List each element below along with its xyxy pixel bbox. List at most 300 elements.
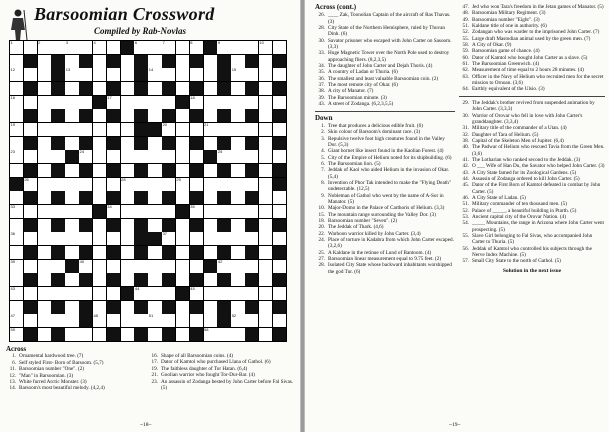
grid-cell[interactable] [148,68,161,81]
grid-cell[interactable] [65,301,78,314]
grid-cell[interactable] [107,68,120,81]
grid-cell[interactable] [162,260,175,273]
grid-cell[interactable] [38,137,51,150]
grid-cell[interactable] [65,232,78,245]
grid-cell[interactable] [176,55,189,68]
grid-cell[interactable] [65,191,78,204]
grid-cell[interactable] [148,246,161,259]
grid-cell[interactable] [231,301,244,314]
grid-cell[interactable] [231,68,244,81]
grid-cell[interactable] [65,109,78,122]
grid-cell[interactable] [204,314,217,327]
grid-cell[interactable] [121,96,134,109]
grid-cell[interactable] [204,82,217,95]
grid-cell[interactable] [65,137,78,150]
grid-cell[interactable] [176,68,189,81]
grid-cell[interactable] [204,328,217,341]
grid-cell[interactable] [24,260,37,273]
grid-cell[interactable] [79,205,92,218]
grid-cell[interactable] [231,205,244,218]
grid-cell[interactable] [231,150,244,163]
grid-cell[interactable] [148,150,161,163]
grid-cell[interactable] [24,123,37,136]
grid-cell[interactable] [217,287,230,300]
grid-cell[interactable] [190,232,203,245]
grid-cell[interactable] [79,232,92,245]
grid-cell[interactable] [176,150,189,163]
grid-cell[interactable] [10,301,23,314]
grid-cell[interactable] [51,232,64,245]
grid-cell[interactable] [107,41,120,54]
grid-cell[interactable] [93,273,106,286]
grid-cell[interactable] [79,178,92,191]
grid-cell[interactable] [38,96,51,109]
grid-cell[interactable] [162,178,175,191]
grid-cell[interactable] [162,314,175,327]
grid-cell[interactable] [245,96,258,109]
grid-cell[interactable] [65,82,78,95]
grid-cell[interactable] [231,314,244,327]
grid-cell[interactable] [38,232,51,245]
grid-cell[interactable] [190,41,203,54]
grid-cell[interactable] [10,96,23,109]
grid-cell[interactable] [259,137,272,150]
grid-cell[interactable] [204,109,217,122]
grid-cell[interactable] [176,314,189,327]
grid-cell[interactable] [10,137,23,150]
grid-cell[interactable] [245,178,258,191]
grid-cell[interactable] [148,314,161,327]
grid-cell[interactable] [259,260,272,273]
grid-cell[interactable] [121,219,134,232]
grid-cell[interactable] [10,82,23,95]
grid-cell[interactable] [79,287,92,300]
grid-cell[interactable] [10,191,23,204]
grid-cell[interactable] [107,123,120,136]
grid-cell[interactable] [176,273,189,286]
grid-cell[interactable] [259,273,272,286]
grid-cell[interactable] [10,314,23,327]
grid-cell[interactable] [259,96,272,109]
grid-cell[interactable] [121,314,134,327]
grid-cell[interactable] [231,55,244,68]
grid-cell[interactable] [10,246,23,259]
grid-cell[interactable] [38,287,51,300]
grid-cell[interactable] [51,314,64,327]
grid-cell[interactable] [24,68,37,81]
grid-cell[interactable] [217,41,230,54]
grid-cell[interactable] [204,55,217,68]
grid-cell[interactable] [231,287,244,300]
grid-cell[interactable] [259,246,272,259]
grid-cell[interactable] [148,41,161,54]
grid-cell[interactable] [24,205,37,218]
grid-cell[interactable] [24,232,37,245]
grid-cell[interactable] [259,178,272,191]
grid-cell[interactable] [273,123,286,136]
grid-cell[interactable] [204,164,217,177]
grid-cell[interactable] [134,96,147,109]
grid-cell[interactable] [10,232,23,245]
grid-cell[interactable] [204,191,217,204]
grid-cell[interactable] [176,191,189,204]
grid-cell[interactable] [148,205,161,218]
grid-cell[interactable] [10,205,23,218]
grid-cell[interactable] [134,41,147,54]
grid-cell[interactable] [162,68,175,81]
grid-cell[interactable] [93,55,106,68]
grid-cell[interactable] [204,96,217,109]
grid-cell[interactable] [217,328,230,341]
grid-cell[interactable] [162,150,175,163]
grid-cell[interactable] [38,178,51,191]
grid-cell[interactable] [121,82,134,95]
grid-cell[interactable] [38,328,51,341]
grid-cell[interactable] [162,96,175,109]
grid-cell[interactable] [38,109,51,122]
grid-cell[interactable] [51,260,64,273]
grid-cell[interactable] [38,260,51,273]
grid-cell[interactable] [38,219,51,232]
grid-cell[interactable] [245,205,258,218]
grid-cell[interactable] [38,301,51,314]
grid-cell[interactable] [259,109,272,122]
grid-cell[interactable] [148,82,161,95]
grid-cell[interactable] [217,123,230,136]
grid-cell[interactable] [93,328,106,341]
grid-cell[interactable] [273,314,286,327]
grid-cell[interactable] [38,55,51,68]
grid-cell[interactable] [121,137,134,150]
grid-cell[interactable] [107,96,120,109]
grid-cell[interactable] [93,41,106,54]
grid-cell[interactable] [93,137,106,150]
grid-cell[interactable] [259,55,272,68]
grid-cell[interactable] [38,41,51,54]
grid-cell[interactable] [93,178,106,191]
grid-cell[interactable] [121,164,134,177]
grid-cell[interactable] [245,314,258,327]
grid-cell[interactable] [231,328,244,341]
grid-cell[interactable] [162,232,175,245]
grid-cell[interactable] [176,219,189,232]
grid-cell[interactable] [231,164,244,177]
grid-cell[interactable] [259,287,272,300]
grid-cell[interactable] [107,287,120,300]
grid-cell[interactable] [259,328,272,341]
grid-cell[interactable] [204,287,217,300]
grid-cell[interactable] [65,273,78,286]
grid-cell[interactable] [259,191,272,204]
grid-cell[interactable] [51,123,64,136]
grid-cell[interactable] [245,150,258,163]
grid-cell[interactable] [259,164,272,177]
grid-cell[interactable] [65,123,78,136]
grid-cell[interactable] [176,301,189,314]
grid-cell[interactable] [10,164,23,177]
grid-cell[interactable] [148,260,161,273]
grid-cell[interactable] [51,205,64,218]
grid-cell[interactable] [65,314,78,327]
grid-cell[interactable] [245,41,258,54]
grid-cell[interactable] [231,137,244,150]
grid-cell[interactable] [231,232,244,245]
grid-cell[interactable] [176,109,189,122]
grid-cell[interactable] [231,246,244,259]
grid-cell[interactable] [231,82,244,95]
grid-cell[interactable] [121,246,134,259]
grid-cell[interactable] [79,41,92,54]
grid-cell[interactable] [107,314,120,327]
grid-cell[interactable] [190,260,203,273]
grid-cell[interactable] [176,123,189,136]
grid-cell[interactable] [245,232,258,245]
grid-cell[interactable] [38,82,51,95]
grid-cell[interactable] [176,137,189,150]
grid-cell[interactable] [217,260,230,273]
grid-cell[interactable] [162,41,175,54]
grid-cell[interactable] [259,123,272,136]
grid-cell[interactable] [10,123,23,136]
grid-cell[interactable] [107,232,120,245]
grid-cell[interactable] [79,260,92,273]
grid-cell[interactable] [93,260,106,273]
grid-cell[interactable] [259,150,272,163]
grid-cell[interactable] [148,273,161,286]
grid-cell[interactable] [51,150,64,163]
grid-cell[interactable] [259,314,272,327]
grid-cell[interactable] [162,287,175,300]
grid-cell[interactable] [10,41,23,54]
grid-cell[interactable] [217,96,230,109]
grid-cell[interactable] [24,314,37,327]
grid-cell[interactable] [38,68,51,81]
grid-cell[interactable] [217,178,230,191]
grid-cell[interactable] [148,96,161,109]
grid-cell[interactable] [204,301,217,314]
grid-cell[interactable] [259,68,272,81]
grid-cell[interactable] [217,232,230,245]
grid-cell[interactable] [51,96,64,109]
grid-cell[interactable] [93,82,106,95]
grid-cell[interactable] [38,246,51,259]
grid-cell[interactable] [121,178,134,191]
grid-cell[interactable] [93,287,106,300]
grid-cell[interactable] [51,41,64,54]
grid-cell[interactable] [204,273,217,286]
grid-cell[interactable] [273,96,286,109]
grid-cell[interactable] [38,273,51,286]
grid-cell[interactable] [245,123,258,136]
grid-cell[interactable] [93,164,106,177]
grid-cell[interactable] [176,260,189,273]
grid-cell[interactable] [121,55,134,68]
grid-cell[interactable] [65,178,78,191]
grid-cell[interactable] [148,287,161,300]
grid-cell[interactable] [38,191,51,204]
grid-cell[interactable] [65,219,78,232]
grid-cell[interactable] [204,123,217,136]
grid-cell[interactable] [245,287,258,300]
grid-cell[interactable] [162,123,175,136]
grid-cell[interactable] [176,328,189,341]
grid-cell[interactable] [231,109,244,122]
grid-cell[interactable] [10,328,23,341]
grid-cell[interactable] [107,178,120,191]
grid-cell[interactable] [190,68,203,81]
grid-cell[interactable] [93,246,106,259]
grid-cell[interactable] [273,68,286,81]
grid-cell[interactable] [24,287,37,300]
grid-cell[interactable] [273,287,286,300]
grid-cell[interactable] [176,41,189,54]
grid-cell[interactable] [121,191,134,204]
grid-cell[interactable] [79,123,92,136]
grid-cell[interactable] [148,328,161,341]
grid-cell[interactable] [121,301,134,314]
grid-cell[interactable] [176,164,189,177]
grid-cell[interactable] [10,109,23,122]
grid-cell[interactable] [231,123,244,136]
grid-cell[interactable] [121,260,134,273]
grid-cell[interactable] [65,96,78,109]
grid-cell[interactable] [93,301,106,314]
grid-cell[interactable] [10,68,23,81]
grid-cell[interactable] [176,232,189,245]
grid-cell[interactable] [259,232,272,245]
grid-cell[interactable] [93,123,106,136]
grid-cell[interactable] [273,260,286,273]
grid-cell[interactable] [204,246,217,259]
grid-cell[interactable] [65,164,78,177]
grid-cell[interactable] [190,287,203,300]
grid-cell[interactable] [231,96,244,109]
grid-cell[interactable] [24,96,37,109]
grid-cell[interactable] [121,273,134,286]
grid-cell[interactable] [217,205,230,218]
grid-cell[interactable] [65,68,78,81]
grid-cell[interactable] [148,178,161,191]
grid-cell[interactable] [65,205,78,218]
grid-cell[interactable] [231,260,244,273]
grid-cell[interactable] [273,205,286,218]
grid-cell[interactable] [204,68,217,81]
grid-cell[interactable] [204,232,217,245]
grid-cell[interactable] [93,109,106,122]
grid-cell[interactable] [10,287,23,300]
grid-cell[interactable] [93,191,106,204]
grid-cell[interactable] [273,232,286,245]
grid-cell[interactable] [148,219,161,232]
grid-cell[interactable] [93,232,106,245]
grid-cell[interactable] [134,314,147,327]
grid-cell[interactable] [79,96,92,109]
grid-cell[interactable] [148,164,161,177]
grid-cell[interactable] [176,178,189,191]
grid-cell[interactable] [204,205,217,218]
grid-cell[interactable] [190,205,203,218]
grid-cell[interactable] [162,205,175,218]
grid-cell[interactable] [204,137,217,150]
grid-cell[interactable] [190,178,203,191]
grid-cell[interactable] [79,328,92,341]
grid-cell[interactable] [10,55,23,68]
grid-cell[interactable] [10,219,23,232]
grid-cell[interactable] [121,328,134,341]
grid-cell[interactable] [176,82,189,95]
grid-cell[interactable] [107,260,120,273]
grid-cell[interactable] [38,150,51,163]
grid-cell[interactable] [148,301,161,314]
grid-cell[interactable] [121,205,134,218]
grid-cell[interactable] [79,68,92,81]
grid-cell[interactable] [107,205,120,218]
grid-cell[interactable] [93,314,106,327]
grid-cell[interactable] [10,273,23,286]
grid-cell[interactable] [190,123,203,136]
grid-cell[interactable] [231,219,244,232]
grid-cell[interactable] [259,82,272,95]
grid-cell[interactable] [259,301,272,314]
grid-cell[interactable] [24,41,37,54]
grid-cell[interactable] [121,109,134,122]
grid-cell[interactable] [245,260,258,273]
grid-cell[interactable] [93,150,106,163]
grid-cell[interactable] [38,314,51,327]
grid-cell[interactable] [231,273,244,286]
grid-cell[interactable] [10,260,23,273]
grid-cell[interactable] [148,55,161,68]
grid-cell[interactable] [51,178,64,191]
grid-cell[interactable] [121,150,134,163]
grid-cell[interactable] [190,314,203,327]
grid-cell[interactable] [231,178,244,191]
grid-cell[interactable] [121,232,134,245]
grid-cell[interactable] [65,328,78,341]
grid-cell[interactable] [134,178,147,191]
grid-cell[interactable] [65,41,78,54]
grid-cell[interactable] [259,205,272,218]
grid-cell[interactable] [24,150,37,163]
grid-cell[interactable] [204,219,217,232]
grid-cell[interactable] [121,123,134,136]
grid-cell[interactable] [273,191,286,204]
grid-cell[interactable] [134,150,147,163]
grid-cell[interactable] [259,219,272,232]
grid-cell[interactable] [79,150,92,163]
grid-cell[interactable] [65,246,78,259]
grid-cell[interactable] [148,191,161,204]
grid-cell[interactable] [190,150,203,163]
grid-cell[interactable] [148,137,161,150]
grid-cell[interactable] [93,68,106,81]
grid-cell[interactable] [134,287,147,300]
grid-cell[interactable] [190,96,203,109]
grid-cell[interactable] [93,219,106,232]
grid-cell[interactable] [121,68,134,81]
grid-cell[interactable] [38,205,51,218]
grid-cell[interactable] [51,287,64,300]
grid-cell[interactable] [134,205,147,218]
grid-cell[interactable] [273,150,286,163]
grid-cell[interactable] [38,164,51,177]
grid-cell[interactable] [148,109,161,122]
grid-cell[interactable] [65,287,78,300]
grid-cell[interactable] [231,191,244,204]
grid-cell[interactable] [245,68,258,81]
grid-cell[interactable] [65,55,78,68]
grid-cell[interactable] [217,150,230,163]
